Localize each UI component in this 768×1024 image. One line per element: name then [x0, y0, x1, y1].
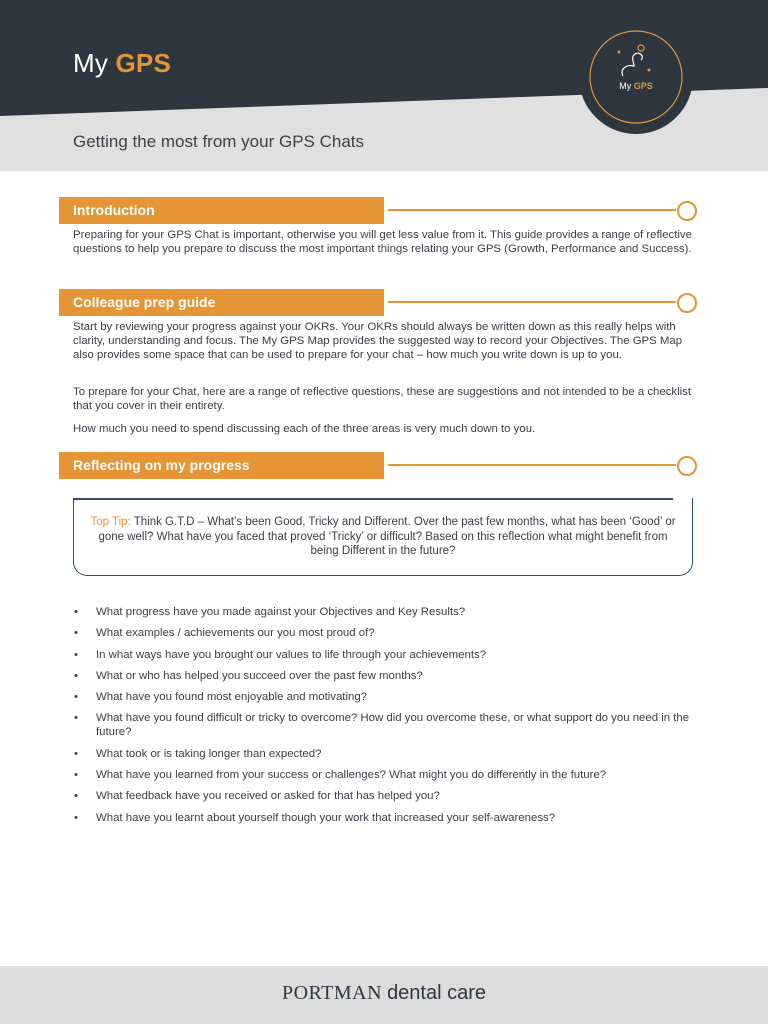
my-gps-logo — [579, 20, 693, 134]
list-item: • What progress have you made against your Objectives and Key Results? — [74, 606, 466, 618]
top-tip-text — [90, 515, 676, 559]
section-divider-line — [388, 209, 676, 211]
list-item: • What have you learnt about yourself though your work that increased your self-awareness? — [74, 811, 556, 824]
colleague-prep-paragraph: Start by reviewing your progress against your OKRs. Your OKRs should always be written down as this really helps with clarity, understanding and focus. The My GPS Map provides the suggested way to record your Objectives. The GPS Map also provides some space that can be used to prepare for your chat – how much you write down is up to you. — [73, 321, 683, 361]
list-item: • What have you found difficult or tricky to overcome? How did you overcome these, or what support do you need in the future? — [74, 712, 690, 739]
section-heading-reflecting: Reflecting on my progress — [59, 452, 384, 479]
introduction-text: Preparing for your GPS Chat is important, otherwise you will get less value from it. This guide provides a range of reflective questions to help you prepare to discuss the most important things relating your GPS (Growth, Performance and Success). — [73, 229, 692, 255]
list-item: • What examples / achievements our you most proud of? — [74, 627, 375, 640]
page-subtitle: Getting the most from your GPS Chats — [73, 132, 365, 151]
section-divider-line — [388, 464, 676, 466]
list-item: • What took or is taking longer than expected? — [74, 747, 322, 760]
list-item: • In what ways have you brought our values to life through your achievements? — [74, 648, 487, 661]
list-item: • What have you found most enjoyable and motivating? — [74, 691, 368, 704]
reflective-questions-list — [73, 605, 703, 832]
section-divider-circle — [677, 201, 697, 221]
top-tip-body: Think G.T.D – What’s been Good, Tricky and Different. Over the past few months, what has been ‘Good’ or gone well? What have you faced that proved ‘Tricky’ or difficult? Based on this reflection what might benefit from being Different in the future? — [98, 516, 676, 557]
top-tip-border — [73, 498, 673, 500]
list-item: • What have you learned from your success or challenges? What might you do differently in the future? — [74, 769, 607, 782]
colleague-prep-paragraph: To prepare for your Chat, here are a range of reflective questions, these are suggestions and not intended to be a checklist that you cover in their entirety. — [73, 386, 692, 412]
footer — [0, 966, 768, 1024]
section-heading-introduction: Introduction — [59, 197, 384, 224]
logo-wordmark: My GPS — [619, 81, 653, 91]
portman-dental-care-logo: PORTMAN dental care — [281, 982, 487, 1004]
section-divider-circle — [677, 293, 697, 313]
list-item: • What feedback have you received or asked for that has helped you? — [74, 790, 440, 803]
top-tip-label: Top Tip: — [90, 516, 131, 528]
section-divider-line — [388, 301, 676, 303]
colleague-prep-paragraph: How much you need to spend discussing each of the three areas is very much down to you. — [73, 423, 536, 435]
page-title: My GPS — [73, 48, 172, 78]
section-divider-circle — [677, 456, 697, 476]
list-item: • What or who has helped you succeed over the past few months? — [74, 669, 423, 682]
section-heading-colleague-prep: Colleague prep guide — [59, 289, 384, 316]
